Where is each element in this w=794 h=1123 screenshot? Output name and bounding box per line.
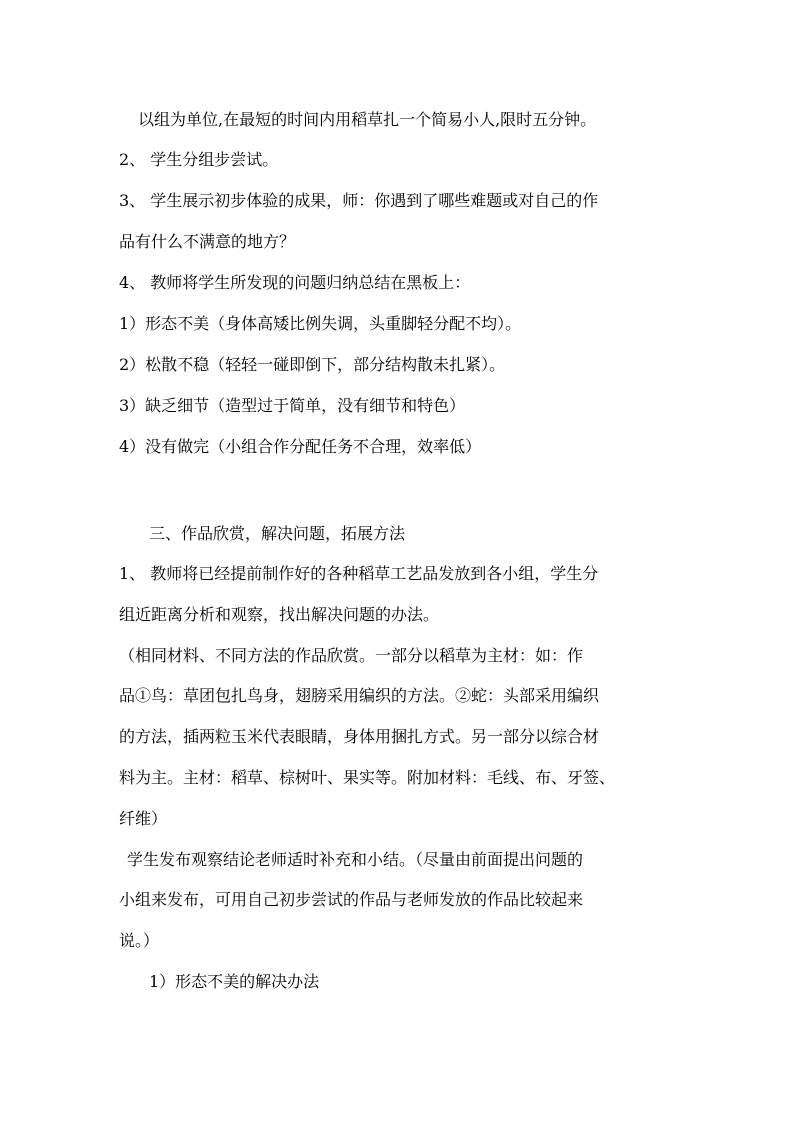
text-line-19: 小组来发布，可用自己初步尝试的作品与老师发放的作品比较起来 [119,890,584,909]
text-line-1: 以组为单位,在最短的时间内用稻草扎一个简易小人,限时五分钟。 [138,110,597,129]
text-line-5: 4、 教师将学生所发现的问题归纳总结在黑板上： [119,273,471,292]
list-item-4: 4）没有做完（小组合作分配任务不合理，效率低） [119,437,482,456]
text-line-16: 料为主。主材：稻草、棕树叶、果实等。附加材料：毛线、布、牙签、 [119,768,616,787]
text-line-13: （相同材料、不同方法的作品欣赏。一部分以稻草为主材：如：作 [119,646,584,665]
text-line-11: 1、 教师将已经提前制作好的各种稻草工艺品发放到各小组，学生分 [119,564,599,583]
text-line-15: 的方法，插两粒玉米代表眼睛，身体用捆扎方式。另一部分以综合材 [119,727,600,746]
list-item-1: 1）形态不美（身体高矮比例失调，头重脚轻分配不均）。 [119,314,522,333]
sub-heading: 1）形态不美的解决办法 [149,972,320,991]
list-item-2: 2）松散不稳（轻轻一碰即倒下，部分结构散未扎紧）。 [119,355,506,374]
text-line-18: 学生发布观察结论老师适时补充和小结。（尽量由前面提出问题的 [127,850,584,869]
text-line-17: 纤维） [119,809,168,828]
text-line-12: 组近距离分析和观察，找出解决问题的办法。 [119,605,440,624]
text-line-14: 品①鸟：草团包扎鸟身，翅膀采用编织的方法。②蛇：头部采用编织 [119,686,600,705]
text-line-3: 3、 学生展示初步体验的成果，师：你遇到了哪些难题或对自己的作 [119,191,599,210]
text-line-20: 说。） [119,931,160,950]
list-item-3: 3）缺乏细节（造型过于简单，没有细节和特色） [119,396,466,415]
text-line-2: 2、 学生分组步尝试。 [119,150,279,169]
section-heading: 三、作品欣赏，解决问题，拓展方法 [149,524,406,543]
text-line-4: 品有什么不满意的地方？ [119,232,296,251]
